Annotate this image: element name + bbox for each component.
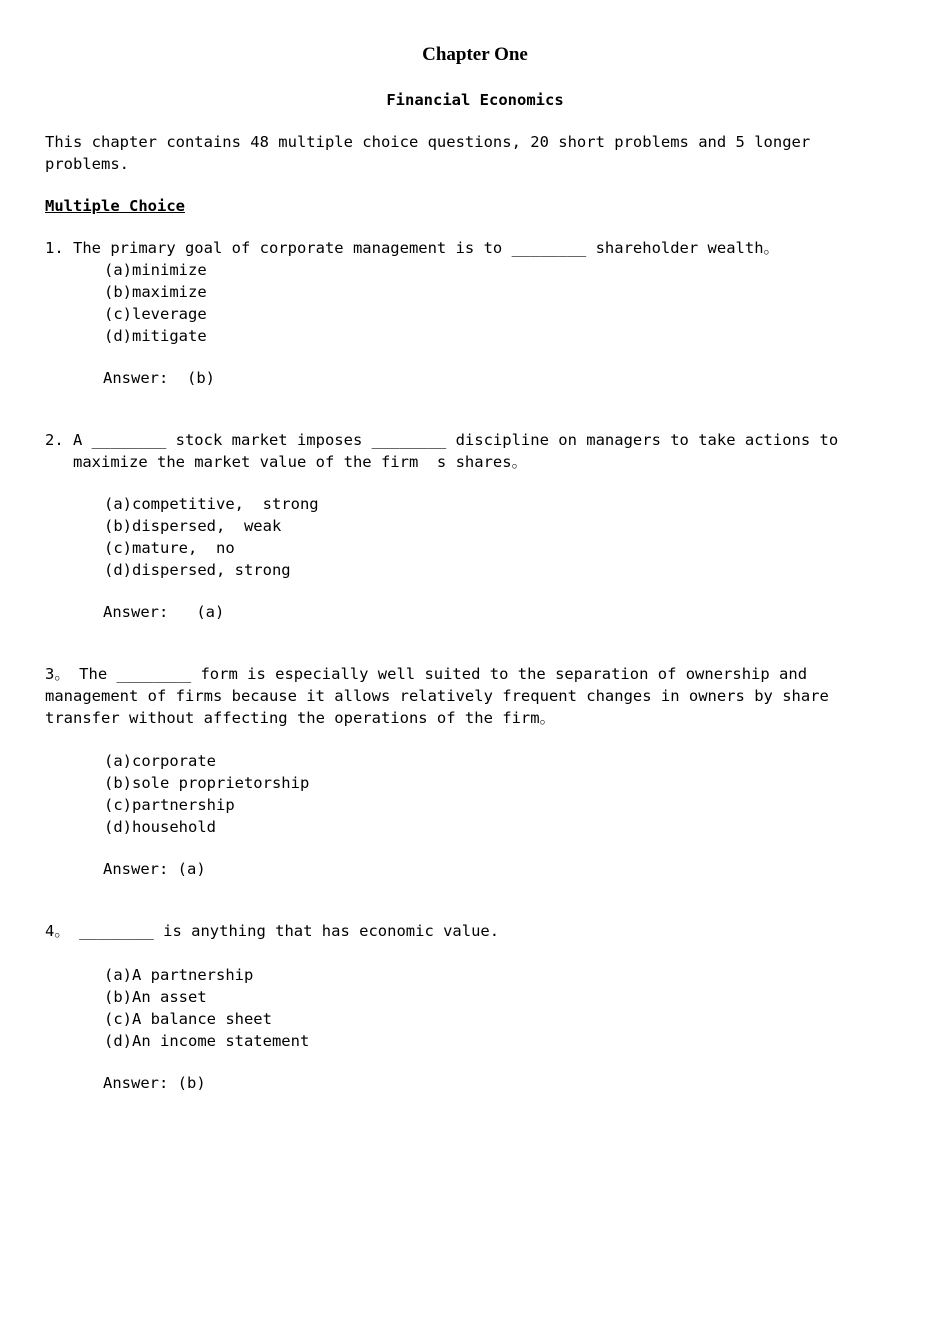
section-heading: Multiple Choice — [45, 197, 185, 215]
answer-option: (c)mature, no — [104, 539, 235, 557]
answer-option: (c)A balance sheet — [104, 1010, 272, 1028]
answer-option: (d)dispersed, strong — [104, 561, 291, 579]
answer-option: (d)An income statement — [104, 1032, 310, 1050]
chapter-title: Chapter One — [422, 44, 528, 65]
answer-key: Answer: (a) — [103, 603, 225, 621]
document-subtitle: Financial Economics — [386, 91, 564, 109]
answer-option: (a)A partnership — [104, 966, 254, 984]
answer-option: (d)mitigate — [104, 327, 207, 345]
answer-option: (a)corporate — [104, 752, 216, 770]
answer-key: Answer: (b) — [103, 369, 215, 387]
intro-line-2: problems. — [45, 155, 129, 173]
answer-key: Answer: (b) — [103, 1074, 206, 1092]
question-stem: 1. The primary goal of corporate management is to ________ shareholder wealth。 — [45, 239, 780, 257]
answer-option: (a)competitive, strong — [104, 495, 319, 513]
question-stem: 4。 ________ is anything that has economic value. — [45, 922, 500, 940]
answer-option: (b)An asset — [104, 988, 207, 1006]
answer-option: (a)minimize — [104, 261, 207, 279]
question-stem: transfer without affecting the operations of the firm。 — [45, 709, 556, 727]
answer-option: (c)partnership — [104, 796, 235, 814]
answer-option: (b)maximize — [104, 283, 207, 301]
answer-option: (b)dispersed, weak — [104, 517, 282, 535]
answer-option: (c)leverage — [104, 305, 207, 323]
question-stem: 3。 The ________ form is especially well suited to the separation of ownership and — [45, 665, 808, 683]
question-stem: maximize the market value of the firm s shares。 — [45, 453, 528, 471]
answer-option: (d)household — [104, 818, 216, 836]
question-stem: 2. A ________ stock market imposes ________ discipline on managers to take actions to — [45, 431, 839, 449]
answer-option: (b)sole proprietorship — [104, 774, 310, 792]
question-stem: management of firms because it allows relatively frequent changes in owners by share — [45, 687, 829, 705]
answer-key: Answer: (a) — [103, 860, 206, 878]
intro-line-1: This chapter contains 48 multiple choice questions, 20 short problems and 5 longer — [45, 133, 811, 151]
